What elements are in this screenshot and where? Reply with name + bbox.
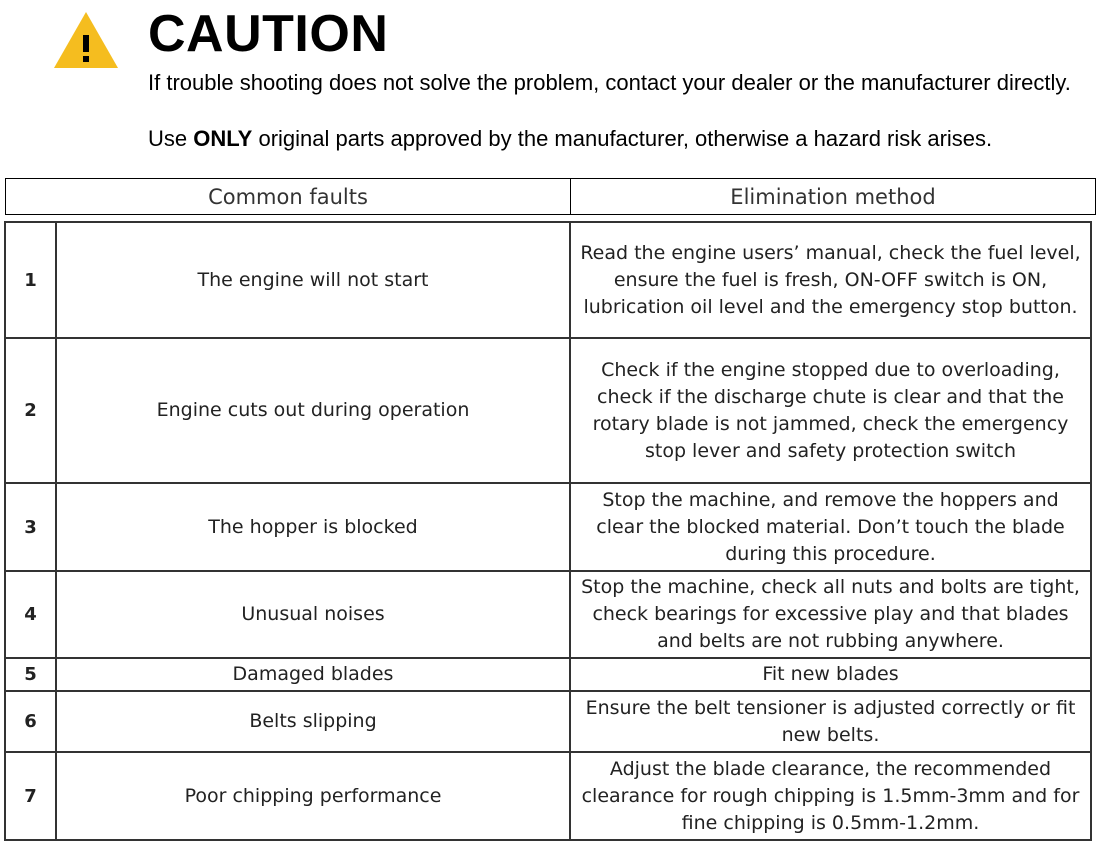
table-row bbox=[5, 691, 1091, 752]
row-number: 4 bbox=[5, 571, 56, 658]
fault-cell: Unusual noises bbox=[56, 571, 570, 658]
header-common-faults: Common faults bbox=[6, 179, 571, 214]
row-number: 6 bbox=[5, 691, 56, 752]
table-row bbox=[5, 571, 1091, 658]
row-number: 5 bbox=[5, 658, 56, 691]
method-cell: Adjust the blade clearance, the recommended clearance for rough chipping is 1.5mm-3mm and for fine chipping is 0.5mm-1.2mm. bbox=[570, 752, 1091, 840]
warning-triangle-icon bbox=[53, 11, 119, 69]
row-number: 1 bbox=[5, 222, 56, 338]
row-number: 3 bbox=[5, 483, 56, 571]
method-cell: Stop the machine, check all nuts and bolts are tight, check bearings for excessive play and that blades and belts are not rubbing anywhere. bbox=[570, 571, 1091, 658]
header-elimination-method: Elimination method bbox=[730, 184, 936, 209]
table-row bbox=[5, 222, 1091, 338]
table-row bbox=[5, 752, 1091, 840]
fault-cell: Belts slipping bbox=[56, 691, 570, 752]
method-cell: Ensure the belt tensioner is adjusted correctly or fit new belts. bbox=[570, 691, 1091, 752]
parts-notice-suffix: original parts approved by the manufacturer, otherwise a hazard risk arises. bbox=[252, 126, 993, 151]
caution-notice-parts bbox=[148, 125, 1112, 153]
fault-cell: The engine will not start bbox=[56, 222, 570, 338]
method-cell: Read the engine users’ manual, check the fuel level, ensure the fuel is fresh, ON-OFF switch is ON, lubrication oil level and the emergency stop button. bbox=[570, 222, 1091, 338]
caution-notice-contact: If trouble shooting does not solve the problem, contact your dealer or the manufacturer directly. bbox=[148, 70, 1071, 95]
row-number: 7 bbox=[5, 752, 56, 840]
parts-notice-emphasis: ONLY bbox=[193, 126, 253, 151]
row-number: 2 bbox=[5, 338, 56, 483]
table-row bbox=[5, 658, 1091, 691]
method-cell: Fit new blades bbox=[570, 658, 1091, 691]
faults-table bbox=[4, 221, 1092, 841]
method-cell: Check if the engine stopped due to overloading, check if the discharge chute is clear and that the rotary blade is not jammed, check the emergency stop lever and safety protection switch bbox=[570, 338, 1091, 483]
table-row bbox=[5, 483, 1091, 571]
caution-title: CAUTION bbox=[148, 5, 389, 63]
faults-table-header bbox=[5, 178, 1096, 215]
fault-cell: Poor chipping performance bbox=[56, 752, 570, 840]
fault-cell: Engine cuts out during operation bbox=[56, 338, 570, 483]
fault-cell: Damaged blades bbox=[56, 658, 570, 691]
fault-cell: The hopper is blocked bbox=[56, 483, 570, 571]
table-row bbox=[5, 338, 1091, 483]
method-cell: Stop the machine, and remove the hoppers and clear the blocked material. Don’t touch the blade during this procedure. bbox=[570, 483, 1091, 571]
parts-notice-prefix: Use bbox=[148, 126, 194, 151]
